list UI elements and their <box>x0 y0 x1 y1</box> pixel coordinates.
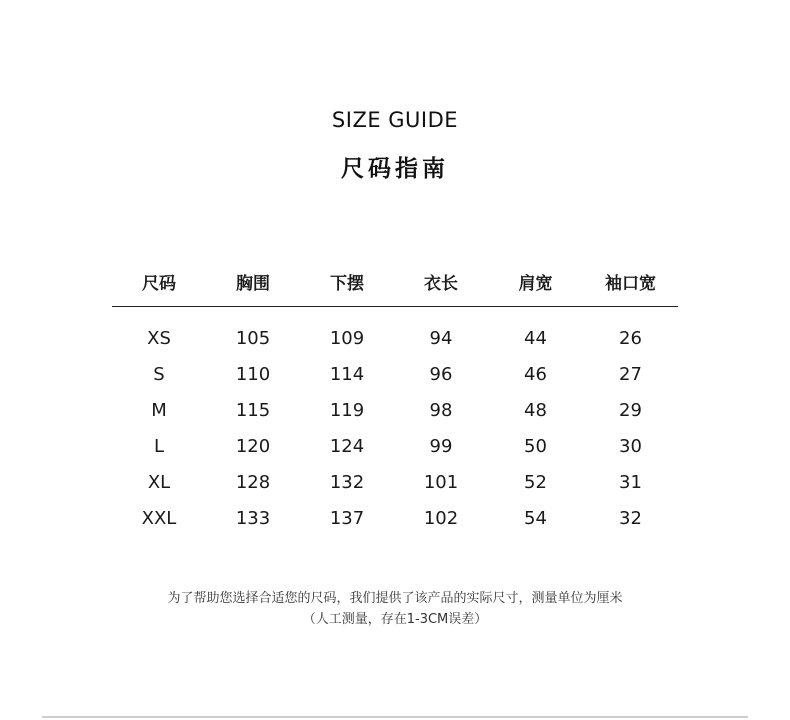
size-cell: M <box>151 399 167 421</box>
length-cell: 98 <box>429 399 453 421</box>
shoulder-cell: 52 <box>524 471 547 493</box>
shoulder-cell: 44 <box>524 327 547 349</box>
chest-cell: 115 <box>235 399 271 421</box>
hem-cell: 132 <box>329 471 365 493</box>
chest-cell: 128 <box>235 471 271 493</box>
measurement-note <box>0 588 790 630</box>
column-header-length: 衣长 <box>424 273 458 294</box>
size-cell: L <box>153 435 165 457</box>
size-table <box>112 264 678 536</box>
length-cell: 101 <box>423 471 459 493</box>
length-cell: 94 <box>429 327 453 349</box>
page-title-chinese: 尺码指南 <box>341 156 449 182</box>
table-row <box>112 356 678 392</box>
cuff-cell: 30 <box>619 435 642 457</box>
shoulder-cell: 46 <box>524 363 547 385</box>
chest-cell: 110 <box>235 363 271 385</box>
measurement-note-line1: 为了帮助您选择合适您的尺码，我们提供了该产品的实际尺寸，测量单位为厘米 <box>167 591 623 606</box>
table-row <box>112 464 678 500</box>
length-cell: 102 <box>423 507 459 529</box>
table-row <box>112 428 678 464</box>
chest-cell: 105 <box>235 327 271 349</box>
column-header-size: 尺码 <box>142 273 176 294</box>
page-title-english: SIZE GUIDE <box>331 108 459 132</box>
size-cell: XXL <box>141 507 177 529</box>
chest-cell: 120 <box>235 435 271 457</box>
hem-cell: 119 <box>329 399 365 421</box>
measurement-note-line2: （人工测量，存在1-3CM误差） <box>302 612 488 627</box>
shoulder-cell: 48 <box>524 399 547 421</box>
hem-cell: 124 <box>329 435 365 457</box>
table-header-row <box>112 264 678 307</box>
column-header-chest: 胸围 <box>236 273 270 294</box>
hem-cell: 109 <box>329 327 365 349</box>
shoulder-cell: 54 <box>524 507 547 529</box>
length-cell: 96 <box>429 363 453 385</box>
column-header-cuff: 袖口宽 <box>605 273 656 294</box>
table-row <box>112 320 678 356</box>
column-header-shoulder: 肩宽 <box>518 273 553 294</box>
cuff-cell: 32 <box>619 507 642 529</box>
hem-cell: 114 <box>329 363 365 385</box>
bottom-divider <box>42 716 748 718</box>
table-row <box>112 500 678 536</box>
size-cell: XL <box>147 471 171 493</box>
cuff-cell: 26 <box>619 327 642 349</box>
column-header-hem: 下摆 <box>330 273 364 294</box>
table-row <box>112 392 678 428</box>
length-cell: 99 <box>429 435 453 457</box>
cuff-cell: 27 <box>619 363 642 385</box>
shoulder-cell: 50 <box>524 435 547 457</box>
table-body <box>112 307 678 536</box>
cuff-cell: 31 <box>619 471 642 493</box>
cuff-cell: 29 <box>619 399 642 421</box>
size-cell: XS <box>147 327 171 349</box>
chest-cell: 133 <box>235 507 271 529</box>
size-cell: S <box>153 363 165 385</box>
hem-cell: 137 <box>329 507 365 529</box>
